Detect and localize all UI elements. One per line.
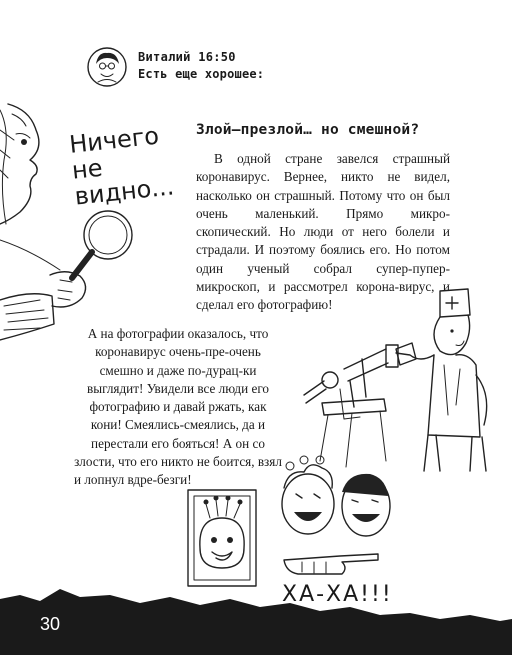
avatar-icon: [86, 46, 128, 88]
doodle-text-laugh: ХА-ХА!!!: [282, 582, 393, 607]
pointing-hand-illustration: [282, 548, 382, 578]
chat-message: Есть еще хорошее:: [138, 67, 265, 81]
page-number: 30: [40, 614, 61, 634]
footer-band: [0, 585, 512, 655]
laughing-faces-illustration: [278, 452, 398, 542]
story-paragraph-1-text: В одной стране завелся страшный коронавирус. Вернее, никто не видел, насколько он страшный. Потому что он был очень маленький. Прямо микро-скопический. Но люди от него болели и страдали. И поэтому боялись его. Но потом один ученый собрал супер-пупер-микроскоп, и рассмотрел корона-вирус, и сделал его фотографию!: [196, 151, 450, 313]
chat-author: Виталий 16:50: [138, 50, 236, 64]
story-paragraph-2: А на фотографии оказалось, что коронавирус очень-пре-очень смешно и даже по-дурац-ки выглядит! Увидели все люди его фотографию и давай ржать, как кони! Смеялись-смеялись, да и перестали его бояться! А он со злости, что его никто не боится, взял и лопнул вдре-безги!: [74, 326, 282, 488]
virus-photo-illustration: [186, 488, 258, 588]
doodle-text-nothing-visible: Ничего не видно...: [67, 121, 176, 211]
story-title: Злой—презлой… но смешной?: [196, 122, 420, 138]
